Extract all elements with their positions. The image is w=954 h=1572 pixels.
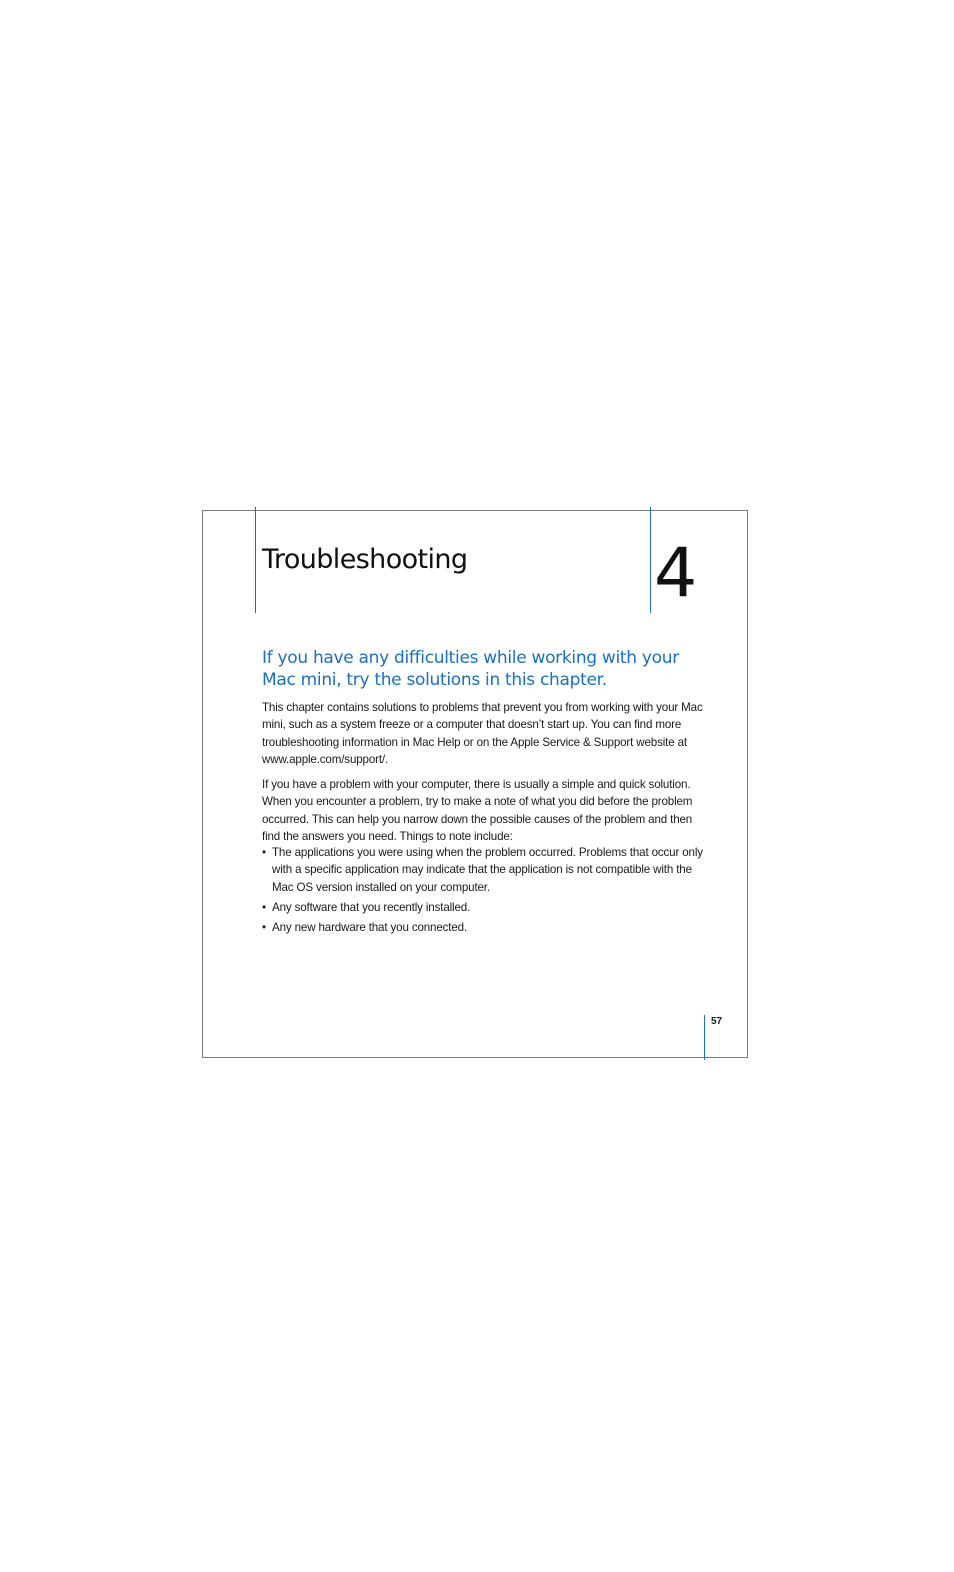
intro-heading: If you have any difficulties while working with your Mac mini, try the solutions in this chapter. [262,648,679,690]
bullet-glyph: • [262,900,266,914]
notes-list [262,844,710,939]
paragraph-intro: This chapter contains solutions to problems that prevent you from working with your Mac mini, such as a system freeze or a computer that doesn’t start up. You can find more troubleshooting information in Mac Help or on the Apple Service & Support website at www.apple.com/support/. [262,701,703,766]
chapter-title: Troubleshooting [262,544,468,575]
list-item [262,899,710,916]
title-rule [255,507,256,613]
list-item-text: Any software that you recently installed. [272,900,471,914]
list-item [262,844,710,896]
list-item-text: Any new hardware that you connected. [272,921,468,935]
bullet-glyph: • [262,846,266,859]
chapter-number-rule [650,507,651,613]
paragraph-problem: If you have a problem with your computer, there is usually a simple and quick solution. When you encounter a problem, try to make a note of what you did before the problem occurred. This can help you narrow down the possible causes of the problem and then find the answers you need. Things to note include: [262,778,693,843]
page-number: 57 [711,1016,723,1027]
page-number-rule [704,1015,705,1060]
chapter-number: 4 [654,534,698,613]
list-item [262,919,710,936]
bullet-glyph: • [262,921,266,935]
list-item-text: The applications you were using when the problem occurred. Problems that occur only with a specific application may indicate that the application is not compatible with the Mac OS version installed on your computer. [272,846,703,894]
